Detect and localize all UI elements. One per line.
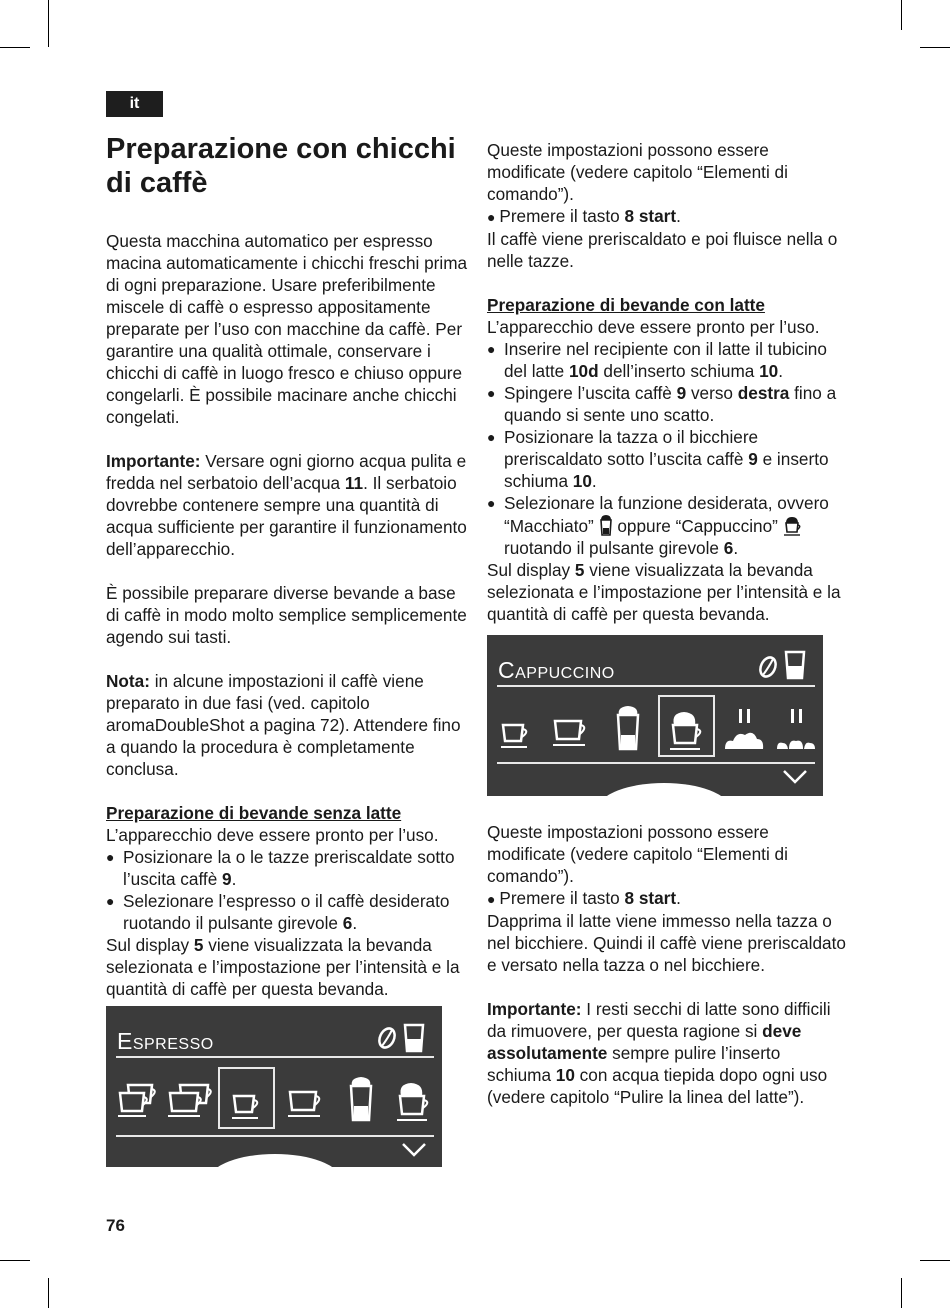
section-title-no-milk: Preparazione di bevande senza latte <box>106 803 402 823</box>
crop-mark <box>48 0 49 47</box>
display-title: Espresso <box>117 1028 214 1054</box>
list-item: ● Selezionare la funzione desiderata, ovvero “Macchiato” oppure “Cappuccino” ruotando il pulsante girevole 6. <box>487 492 849 559</box>
chevron-down-icon <box>782 769 808 785</box>
section-title-milk: Preparazione di bevande con latte <box>487 295 765 315</box>
right-column-top <box>487 139 849 625</box>
latte-macchiato-icon <box>346 1074 376 1124</box>
page-title: Preparazione con chicchi di caffè <box>106 133 456 199</box>
press-start-line: ● Premere il tasto 8 start. <box>487 205 849 228</box>
steps-list <box>106 846 468 934</box>
rotary-knob <box>210 1154 340 1167</box>
hot-milk-icon <box>775 707 817 753</box>
list-item: ● Inserire nel recipiente con il latte il tubicino del latte 10d dell’inserto schiuma 10. <box>487 338 849 382</box>
cappuccino-icon <box>394 1076 434 1124</box>
note-paragraph: Nota: in alcune impostazioni il caffè viene preparato in due fasi (ved. capitolo aromaDoubleShot a pagina 72). Attendere fino a quando la procedura è completamente conclusa. <box>106 671 461 779</box>
rotary-knob <box>599 783 729 796</box>
espresso-icon <box>499 721 533 751</box>
intro-paragraph: Questa macchina automatico per espresso macina automaticamente i chicchi freschi prima di ogni preparazione. Usare preferibilmente miscele di caffè o espresso appositamente preparate per l’uso con macchine da caffè. Per garantire una qualità ottimale, conservare i chicchi di caffè in luogo fresco e chiuso oppure congelarli. È possibile macinare anche chicchi congelati. <box>106 231 468 427</box>
press-start-line: ● Premere il tasto 8 start. <box>487 887 849 910</box>
crop-mark <box>48 1278 49 1308</box>
right-column-bottom <box>487 821 849 1108</box>
cappuccino-icon <box>783 514 803 536</box>
cappuccino-display <box>487 635 823 796</box>
latte-macchiato-icon <box>613 703 643 753</box>
left-column <box>106 132 468 1000</box>
crop-mark <box>0 47 30 48</box>
display-rule-bottom <box>116 1135 434 1137</box>
display-paragraph: Sul display 5 viene visualizzata la bevanda selezionata e l’impostazione per l’intensità e la quantità di caffè per questa bevanda. <box>487 560 841 624</box>
crop-mark <box>901 0 902 30</box>
bean-icon <box>757 655 779 679</box>
chevron-down-icon <box>401 1142 427 1158</box>
settings-paragraph: Queste impostazioni possono essere modificate (vedere capitolo “Elementi di comando”). <box>487 140 788 204</box>
important-paragraph: Importante: Versare ogni giorno acqua pulita e fredda nel serbatoio dell’acqua 11. Il serbatoio dovrebbe contenere sempre una quantità di acqua sufficiente per garantire il funzionamento dell’apparecchio. <box>106 451 467 559</box>
double-espresso-icon <box>116 1079 158 1119</box>
display-rule <box>497 685 815 687</box>
crop-mark <box>0 1260 30 1261</box>
crop-mark <box>920 1260 950 1261</box>
preheat-paragraph: Il caffè viene preriscaldato e poi fluisce nella o nelle tazze. <box>487 229 838 271</box>
language-tag: it <box>106 91 163 117</box>
display-rule <box>116 1056 434 1058</box>
list-item: ● Spingere l’uscita caffè 9 verso destra fino a quando si sente uno scatto. <box>487 382 849 426</box>
coffee-icon <box>551 717 593 751</box>
crop-mark <box>901 1278 902 1308</box>
espresso-icon <box>230 1092 264 1122</box>
milk-first-paragraph: Dapprima il latte viene immesso nella tazza o nel bicchiere. Quindi il caffè viene preriscaldato e versato nella tazza o nel bicchiere. <box>487 911 846 975</box>
list-item: ● Posizionare la o le tazze preriscaldate sotto l’uscita caffè 9. <box>106 846 468 890</box>
cappuccino-icon <box>667 705 707 753</box>
crop-mark <box>920 47 950 48</box>
cup-size-icon <box>783 649 807 681</box>
display-rule-bottom <box>497 762 815 764</box>
double-coffee-icon <box>166 1079 214 1119</box>
cup-size-icon <box>402 1022 426 1054</box>
page-number: 76 <box>106 1216 125 1235</box>
ready-text: L’apparecchio deve essere pronto per l’uso. <box>487 317 820 337</box>
display-paragraph: Sul display 5 viene visualizzata la bevanda selezionata e l’impostazione per l’intensità e la quantità di caffè per questa bevanda. <box>106 935 460 999</box>
espresso-display <box>106 1006 442 1167</box>
ready-text: L’apparecchio deve essere pronto per l’uso. <box>106 825 439 845</box>
list-item: ● Posizionare la tazza o il bicchiere preriscaldato sotto l’uscita caffè 9 e inserto schiuma 10. <box>487 426 849 492</box>
milk-steps-list <box>487 338 849 559</box>
latte-macchiato-icon <box>599 514 613 536</box>
milk-foam-icon <box>723 707 765 753</box>
possible-paragraph: È possibile preparare diverse bevande a base di caffè in modo molto semplice semplicemente agendo sui tasti. <box>106 583 467 647</box>
important-paragraph: Importante: I resti secchi di latte sono difficili da rimuovere, per questa ragione si deve assolutamente sempre pulire l’inserto schiuma 10 con acqua tiepida dopo ogni uso (vedere capitolo “Pulire la linea del latte”). <box>487 999 831 1107</box>
coffee-icon <box>286 1088 328 1122</box>
settings-paragraph: Queste impostazioni possono essere modificate (vedere capitolo “Elementi di comando”). <box>487 822 788 886</box>
display-title: Cappuccino <box>498 657 615 683</box>
bean-icon <box>376 1026 398 1050</box>
list-item: ● Selezionare l’espresso o il caffè desiderato ruotando il pulsante girevole 6. <box>106 890 468 934</box>
